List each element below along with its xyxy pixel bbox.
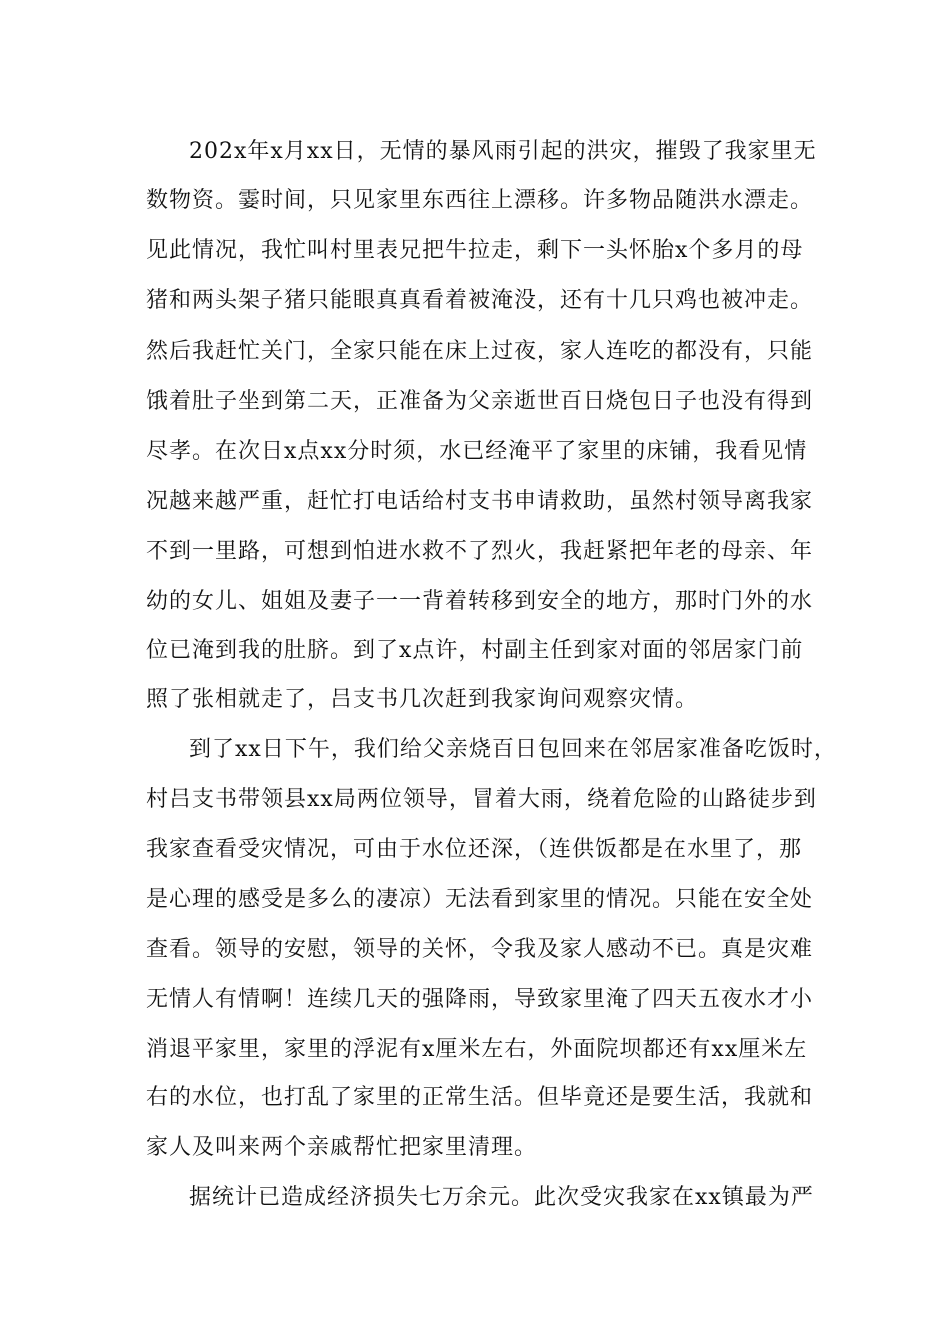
text-line: 照了张相就走了，吕支书几次赶到我家询问观察灾情。 <box>146 687 699 712</box>
text-line: 查看。领导的安慰，领导的关怀，令我及家人感动不已。真是灾难 <box>146 937 814 962</box>
text-line: 猪和两头架子猪只能眼真真看着被淹没，还有十几只鸡也被冲走。 <box>146 288 814 313</box>
text-line: 不到一里路，可想到怕进水救不了烈火，我赶紧把年老的母亲、年 <box>146 539 814 564</box>
text-line: 据统计已造成经济损失七万余元。此次受灾我家在xx镇最为严 <box>189 1185 814 1210</box>
text-line: 是心理的感受是多么的凄凉）无法看到家里的情况。只能在安全处 <box>146 887 814 912</box>
text-line: 幼的女儿、姐姐及妻子一一背着转移到安全的地方，那时门外的水 <box>146 589 814 614</box>
text-line: 无情人有情啊！连续几天的强降雨，导致家里淹了四天五夜水才小 <box>146 987 814 1012</box>
text-line: 家人及叫来两个亲戚帮忙把家里清理。 <box>146 1135 538 1160</box>
text-line: 然后我赶忙关门，全家只能在床上过夜，家人连吃的都没有，只能 <box>146 339 814 364</box>
text-line: 到了xx日下午，我们给父亲烧百日包回来在邻居家准备吃饭时， <box>189 737 837 762</box>
text-line: 数物资。霎时间，只见家里东西往上漂移。许多物品随洪水漂走。 <box>146 188 814 213</box>
text-line: 饿着肚子坐到第二天，正准备为父亲逝世百日烧包日子也没有得到 <box>146 389 814 414</box>
text-line: 右的水位，也打乱了家里的正常生活。但毕竟还是要生活，我就和 <box>146 1085 814 1110</box>
text-line: 202x年x月xx日，无情的暴风雨引起的洪灾，摧毁了我家里无 <box>189 139 817 164</box>
text-line: 见此情况，我忙叫村里表兄把牛拉走，剩下一头怀胎x个多月的母 <box>146 238 804 263</box>
text-line: 我家查看受灾情况，可由于水位还深，（连供饭都是在水里了，那 <box>146 837 803 862</box>
text-line: 位已淹到我的肚脐。到了x点许，村副主任到家对面的邻居家门前 <box>146 638 804 663</box>
text-line: 消退平家里，家里的浮泥有x厘米左右，外面院坝都还有xx厘米左 <box>146 1037 808 1062</box>
text-line: 尽孝。在次日x点xx分时须，水已经淹平了家里的床铺，我看见情 <box>146 439 808 464</box>
text-line: 况越来越严重，赶忙打电话给村支书申请救助，虽然村领导离我家 <box>146 489 814 514</box>
text-line: 村吕支书带领县xx局两位领导，冒着大雨，绕着危险的山路徒步到 <box>146 787 817 812</box>
